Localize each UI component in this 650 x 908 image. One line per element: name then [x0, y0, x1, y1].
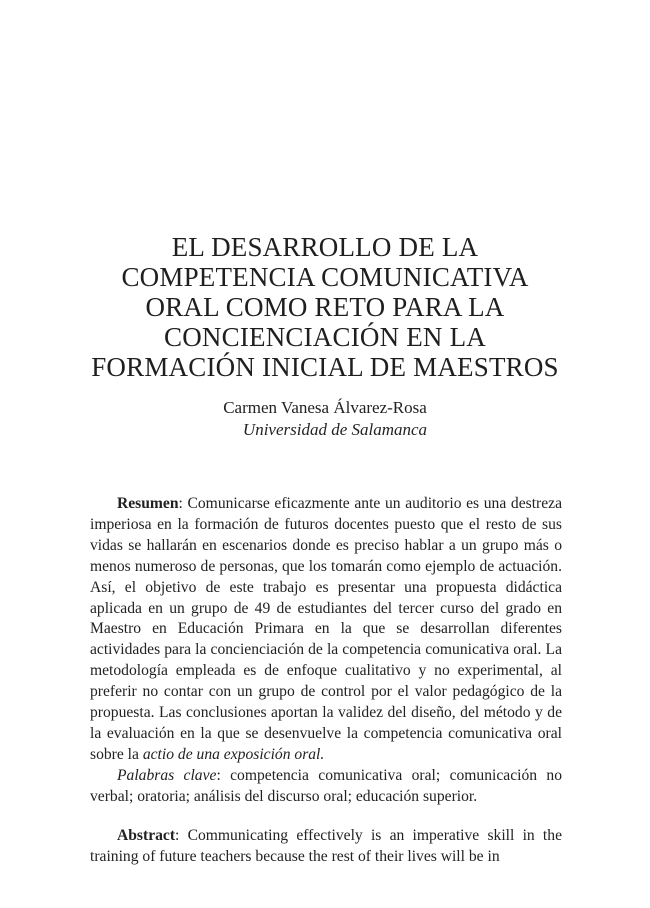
abstract-label: Abstract — [117, 827, 176, 844]
resumen-italic-end: actio de una exposición oral. — [142, 745, 325, 763]
author-block — [0, 397, 650, 441]
abstract-paragraph — [90, 826, 562, 868]
author-affiliation: Universidad de Salamanca — [242, 420, 428, 439]
keywords-paragraph — [90, 766, 562, 808]
resumen-label: Resumen — [117, 495, 179, 512]
title-line: EL DESARROLLO DE LA — [171, 232, 479, 262]
title-line: COMPETENCIA COMUNICATIVA — [121, 262, 529, 292]
resumen-text: : Comunicarse eficazmente ante un auditorio es una destreza imperiosa en la formación de futuros docentes puesto que el resto de sus vidas se hallarán en escenarios donde es preciso hablar a un grupo más o menos numeroso de personas, que los tomarán como ejemplo de actuación. Así, el objetivo de este trabajo es presentar una propuesta didáctica aplicada en un grupo de 49 de estudiantes del tercer curso del grado en Maestro en Educación Primara en la que se desarrollan diferentes actividades para la concienciación de la competencia comunicativa oral. La metodología empleada es de enfoque cualitativo y no experimental, al preferir no contar con un grupo de control por el valor pedagógico de la propuesta. Las conclusiones aportan la validez del diseño, del método y de la evaluación en la que se desenvuelve la competencia comunicativa oral sobre la — [90, 495, 562, 763]
title-line: ORAL COMO RETO PARA LA — [145, 292, 505, 322]
keywords-text: : competencia comunicativa oral; comunicación no verbal; oratoria; análisis del discurso oral; educación superior. — [90, 767, 562, 805]
abstract-text: : Communicating effectively is an imperative skill in the training of future teachers because the rest of their lives will be in — [90, 827, 562, 865]
resumen-paragraph — [90, 494, 562, 766]
title-line: CONCIENCIACIÓN EN LA — [164, 322, 486, 352]
keywords-label: Palabras clave — [117, 767, 217, 784]
title-line: FORMACIÓN INICIAL DE MAESTROS — [91, 352, 559, 382]
article-title — [60, 232, 590, 382]
author-name: Carmen Vanesa Álvarez-Rosa — [223, 398, 427, 417]
